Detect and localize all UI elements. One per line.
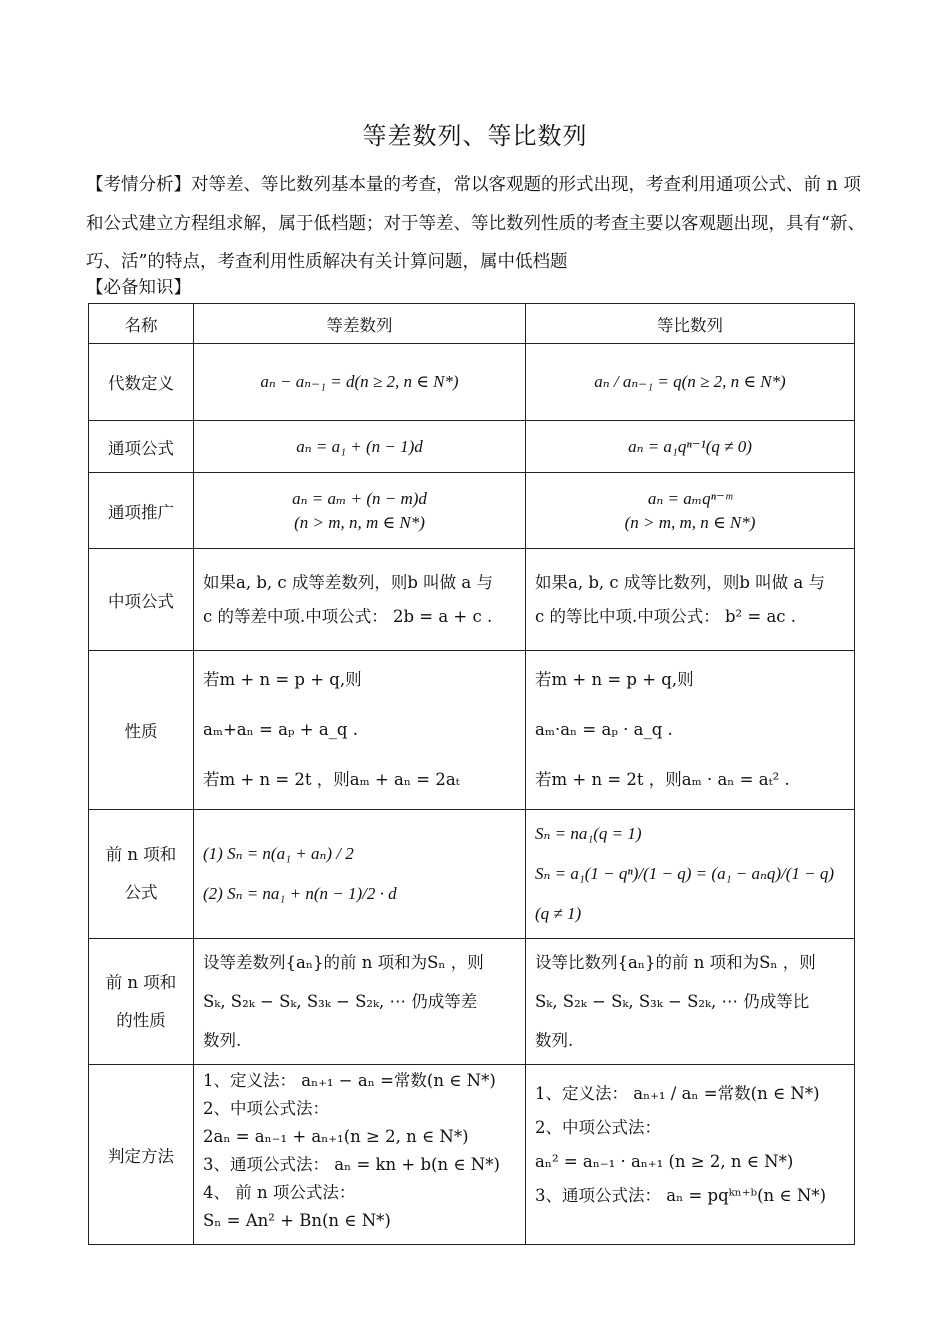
arith-cell bbox=[194, 473, 526, 549]
arith-line: 4、 前 n 项公式法： bbox=[203, 1183, 356, 1202]
comparison-table bbox=[88, 303, 855, 1245]
table-row bbox=[89, 810, 855, 939]
arith-line: 若m + n = p + q,则 bbox=[203, 670, 362, 689]
geo-cell bbox=[526, 939, 855, 1065]
geo-line: 1、定义法： aₙ₊₁ / aₙ =常数(n ∈ N*) bbox=[535, 1084, 820, 1103]
geo-line: aₙ / aₙ₋₁ = q(n ≥ 2, n ∈ N*) bbox=[594, 372, 786, 391]
intro-paragraph: 【考情分析】对等差、等比数列基本量的考查，常以客观题的形式出现，考查利用通项公式、前 n 项和公式建立方程组求解，属于低档题；对于等差、等比数列性质的考查主要以客观题出现，具有“新、巧、活”的特点，考查利用性质解决有关计算问题，属中低档题 bbox=[86, 175, 865, 272]
row-name: 通项推广 bbox=[89, 473, 194, 549]
geo-line: Sₙ = a₁(1 − qⁿ)/(1 − q) = (a₁ − aₙq)/(1 − q) (q ≠ 1) bbox=[535, 864, 835, 923]
geo-cell bbox=[526, 1065, 855, 1245]
table-row bbox=[89, 344, 855, 421]
arith-line: 若m + n = 2t ，则aₘ + aₙ = 2aₜ bbox=[203, 770, 460, 789]
geo-line: Sₙ = na₁(q = 1) bbox=[535, 824, 642, 843]
row-name: 性质 bbox=[89, 651, 194, 810]
geo-cell bbox=[526, 421, 855, 473]
arith-line: 如果a, b, c 成等差数列，则b 叫做 a 与 bbox=[203, 572, 493, 592]
geo-cell bbox=[526, 473, 855, 549]
row-name: 判定方法 bbox=[89, 1065, 194, 1245]
arith-cell bbox=[194, 1065, 526, 1245]
geo-line: c 的等比中项.中项公式： b² = ac . bbox=[535, 606, 797, 626]
arith-cell bbox=[194, 421, 526, 473]
arith-cell bbox=[194, 939, 526, 1065]
table-row bbox=[89, 421, 855, 473]
geo-cell bbox=[526, 810, 855, 939]
arith-line: 2aₙ = aₙ₋₁ + aₙ₊₁(n ≥ 2, n ∈ N*) bbox=[203, 1127, 469, 1146]
arith-line: Sₖ, S₂ₖ − Sₖ, S₃ₖ − S₂ₖ, ⋯ 仍成等差 bbox=[203, 992, 478, 1011]
knowledge-heading: 【必备知识】 bbox=[86, 278, 191, 298]
header-geo: 等比数列 bbox=[526, 304, 855, 344]
geo-line: 设等比数列{aₙ}的前 n 项和为Sₙ ，则 bbox=[535, 953, 816, 972]
geo-cell bbox=[526, 344, 855, 421]
geo-cell bbox=[526, 549, 855, 651]
arith-line: aₙ − aₙ₋₁ = d(n ≥ 2, n ∈ N*) bbox=[260, 372, 459, 391]
row-name bbox=[89, 810, 194, 939]
header-name: 名称 bbox=[89, 304, 194, 344]
arith-line: 设等差数列{aₙ}的前 n 项和为Sₙ ，则 bbox=[203, 953, 484, 972]
arith-line: 1、定义法： aₙ₊₁ − aₙ =常数(n ∈ N*) bbox=[203, 1071, 496, 1090]
page-title: 等差数列、等比数列 bbox=[362, 122, 588, 150]
table-header-row bbox=[89, 304, 855, 344]
table-row bbox=[89, 939, 855, 1065]
geo-cell bbox=[526, 651, 855, 810]
geo-line: 如果a, b, c 成等比数列，则b 叫做 a 与 bbox=[535, 572, 825, 592]
row-name-text: 前 n 项和的性质 bbox=[105, 972, 177, 1030]
geo-line: aₙ² = aₙ₋₁ · aₙ₊₁ (n ≥ 2, n ∈ N*) bbox=[535, 1152, 794, 1171]
geo-line: aₙ = a₁qⁿ⁻¹(q ≠ 0) bbox=[628, 436, 752, 456]
geo-line: 2、中项公式法： bbox=[535, 1118, 661, 1137]
geo-line: 数列. bbox=[535, 1031, 574, 1050]
arith-cell bbox=[194, 344, 526, 421]
geo-line: aₙ = aₘqⁿ⁻ᵐ bbox=[647, 488, 733, 508]
row-name: 通项公式 bbox=[89, 421, 194, 473]
arith-line: 3、通项公式法： aₙ = kn + b(n ∈ N*) bbox=[203, 1155, 500, 1174]
arith-line: Sₙ = An² + Bn(n ∈ N*) bbox=[203, 1211, 391, 1230]
arith-line: (2) Sₙ = na₁ + n(n − 1)/2 · d bbox=[203, 884, 397, 903]
table-row bbox=[89, 549, 855, 651]
arith-line: c 的等差中项.中项公式： 2b = a + c . bbox=[203, 606, 493, 626]
arith-line: 2、中项公式法： bbox=[203, 1099, 329, 1118]
table-row bbox=[89, 473, 855, 549]
table-row bbox=[89, 1065, 855, 1245]
row-name bbox=[89, 939, 194, 1065]
arith-line: 数列. bbox=[203, 1031, 242, 1050]
arith-cell bbox=[194, 810, 526, 939]
row-name: 代数定义 bbox=[89, 344, 194, 421]
geo-line: Sₖ, S₂ₖ − Sₖ, S₃ₖ − S₂ₖ, ⋯ 仍成等比 bbox=[535, 992, 810, 1011]
header-arith: 等差数列 bbox=[194, 304, 526, 344]
geo-line: (n > m, m, n ∈ N*) bbox=[624, 512, 756, 532]
geo-line: 若m + n = 2t ，则aₘ · aₙ = aₜ² . bbox=[535, 770, 790, 789]
geo-line: aₘ·aₙ = aₚ · a_q . bbox=[535, 720, 673, 739]
arith-line: (n > m, n, m ∈ N*) bbox=[294, 512, 425, 532]
geo-line: 若m + n = p + q,则 bbox=[535, 670, 694, 689]
arith-line: aₙ = aₘ + (n − m)d bbox=[292, 488, 427, 508]
row-name: 中项公式 bbox=[89, 549, 194, 651]
geo-line: 3、通项公式法： aₙ = pqᵏⁿ⁺ᵇ(n ∈ N*) bbox=[535, 1186, 827, 1205]
arith-line: aₙ = a₁ + (n − 1)d bbox=[296, 436, 423, 456]
arith-line: (1) Sₙ = n(a₁ + aₙ) / 2 bbox=[203, 844, 354, 863]
arith-line: aₘ+aₙ = aₚ + a_q . bbox=[203, 720, 358, 739]
arith-cell bbox=[194, 549, 526, 651]
arith-cell bbox=[194, 651, 526, 810]
table-row bbox=[89, 651, 855, 810]
row-name-text: 前 n 项和公式 bbox=[105, 845, 177, 902]
